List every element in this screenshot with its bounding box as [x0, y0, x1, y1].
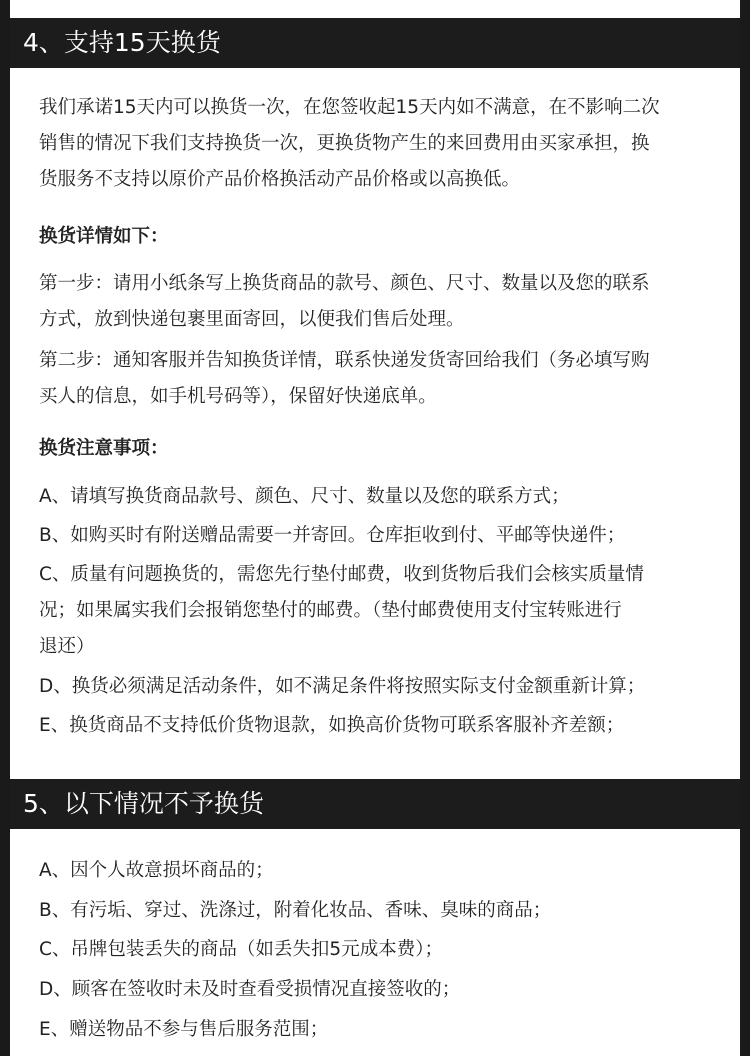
exchange-details-heading: 换货详情如下： [39, 226, 169, 247]
exchange-note-e: E、换货商品不支持低价货物退款，如换高价货物可联系客服补齐差额； [39, 715, 625, 736]
exchange-note-b: B、如购买时有附送赠品需要一并寄回。仓库拒收到付、平邮等快递件； [39, 525, 626, 546]
no-exchange-item-b: B、有污垢、穿过、洗涤过，附着化妆品、香味、臭味的商品； [39, 900, 552, 921]
exchange-intro: 我们承诺15天内可以换货一次，在您签收起15天内如不满意，在不影响二次 销售的情况下我们支持换货一次，更换货物产生的来回费用由买家承担，换 货服务不支持以原价产品价格换活动产品价格或以高换低。 [39, 97, 660, 190]
section-5-title: 5、以下情况不予换货 [10, 779, 740, 829]
no-exchange-item-e: E、赠送物品不参与售后服务范围； [39, 1019, 329, 1040]
no-exchange-item-a: A、因个人故意损坏商品的； [39, 860, 274, 881]
exchange-notes-heading: 换货注意事项： [39, 438, 169, 459]
exchange-note-c: C、质量有问题换货的，需您先行垫付邮费，收到货物后我们会核实质量情 况；如果属实我们会报销您垫付的邮费。（垫付邮费使用支付宝转账进行 退还） [39, 564, 644, 657]
exchange-note-a: A、请填写换货商品款号、颜色、尺寸、数量以及您的联系方式； [39, 486, 570, 507]
section-4-title: 4、支持15天换货 [10, 18, 740, 68]
exchange-step-1: 第一步：请用小纸条写上换货商品的款号、颜色、尺寸、数量以及您的联系 方式，放到快递包裹里面寄回，以便我们售后处理。 [39, 273, 650, 330]
exchange-note-d: D、换货必须满足活动条件，如不满足条件将按照实际支付金额重新计算； [39, 676, 646, 697]
no-exchange-item-d: D、顾客在签收时未及时查看受损情况直接签收的； [39, 979, 461, 1000]
no-exchange-item-c: C、吊牌包装丢失的商品（如丢失扣5元成本费）； [39, 939, 443, 960]
exchange-step-2: 第二步：通知客服并告知换货详情，联系快递发货寄回给我们（务必填写购 买人的信息，如手机号码等），保留好快递底单。 [39, 350, 650, 407]
